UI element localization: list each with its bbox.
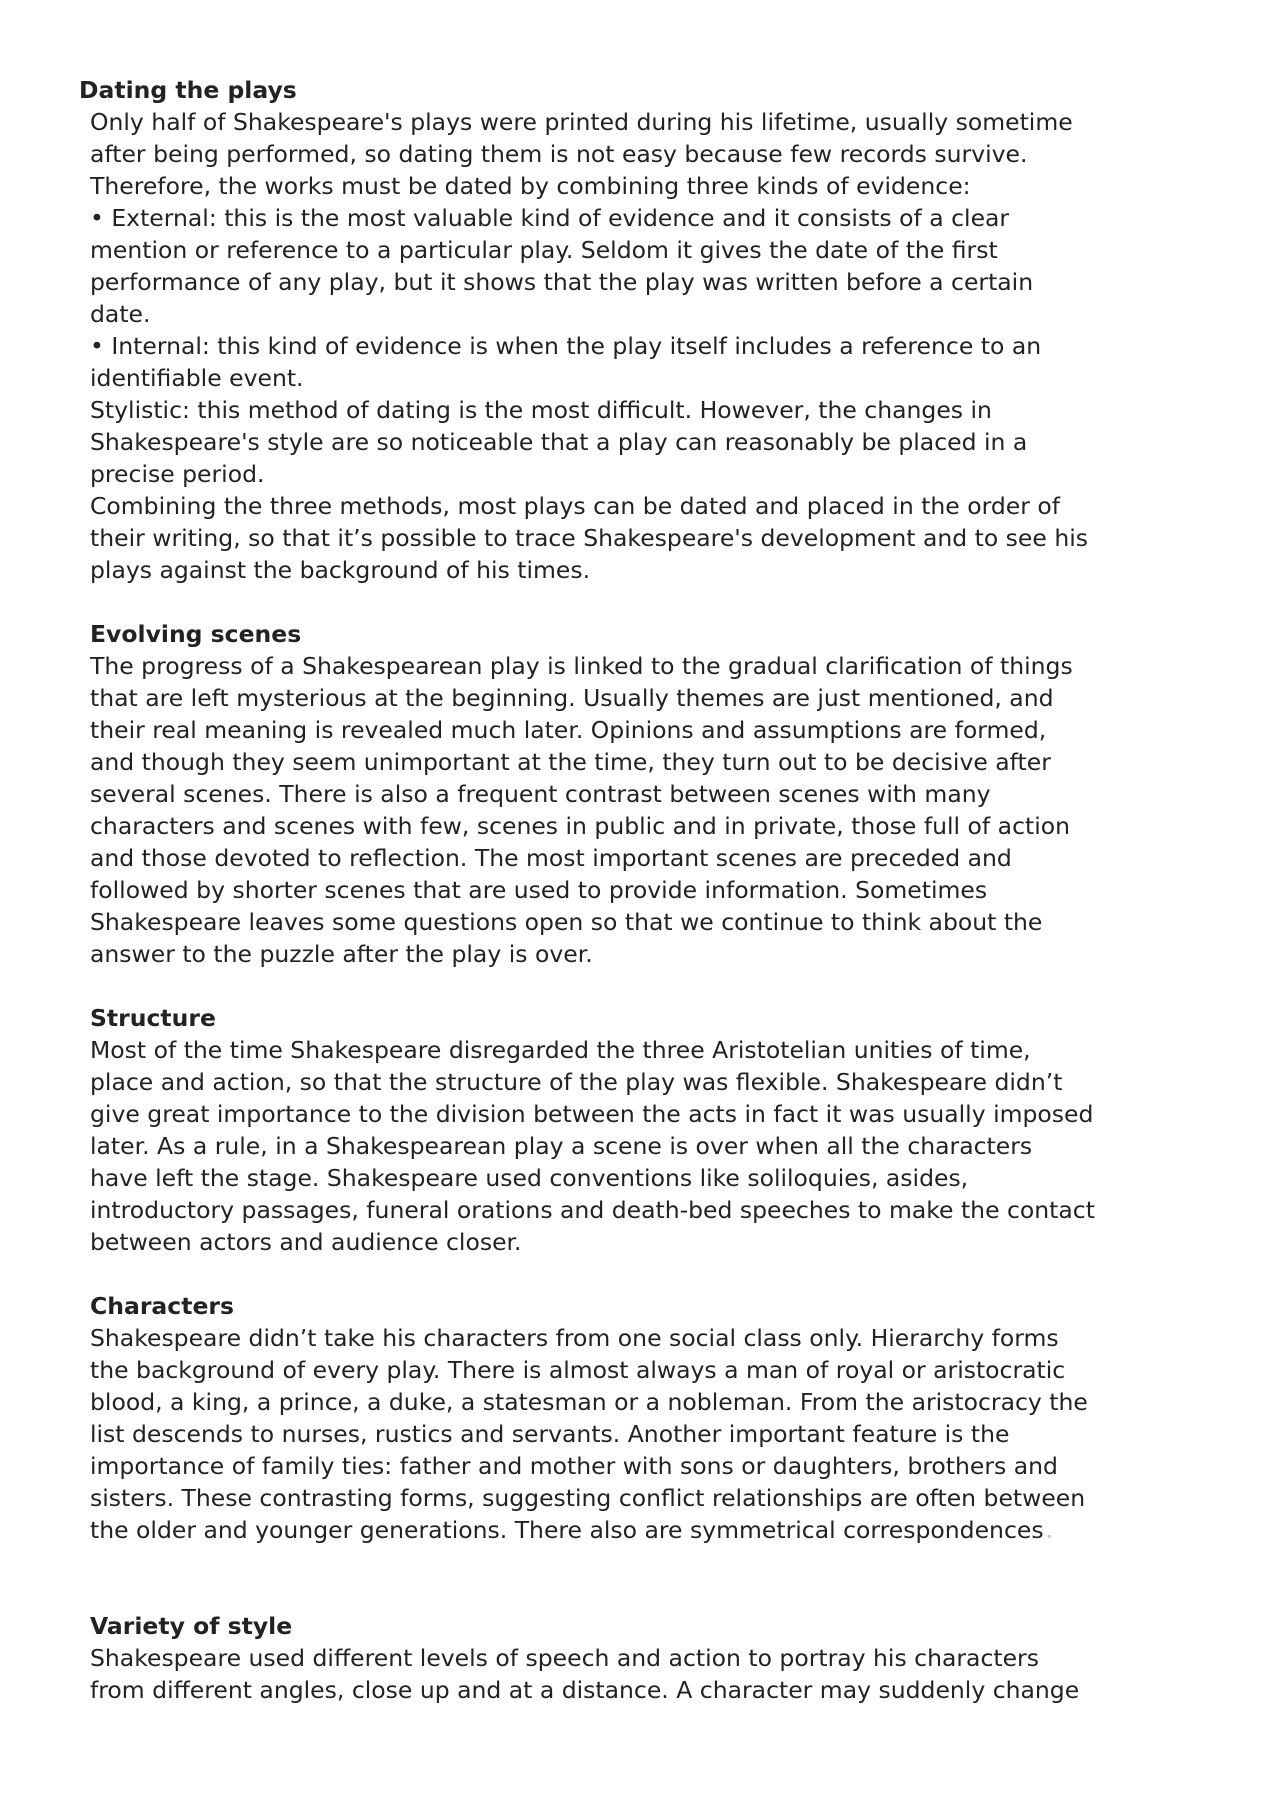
paragraph-line: Shakespeare leaves some questions open so that we continue to think about the <box>90 908 1043 936</box>
paragraph-line: precise period. <box>90 460 265 488</box>
paragraph-line: identifiable event. <box>90 364 304 392</box>
paragraph-line: have left the stage. Shakespeare used conventions like soliloquies, asides, <box>90 1164 969 1192</box>
paragraph-line: and those devoted to reflection. The most important scenes are preceded and <box>90 844 1012 872</box>
paragraph-line <box>90 1514 1051 1546</box>
paragraph-line: Stylistic: this method of dating is the most difficult. However, the changes in <box>90 396 992 424</box>
paragraph-line: blood, a king, a prince, a duke, a statesman or a nobleman. From the aristocracy the <box>90 1388 1088 1416</box>
paragraph-line: importance of family ties: father and mother with sons or daughters, brothers and <box>90 1452 1058 1480</box>
paragraph-line: their real meaning is revealed much later. Opinions and assumptions are formed, <box>90 716 1047 744</box>
section-heading-structure: Structure <box>90 1004 216 1032</box>
paragraph-line: The progress of a Shakespearean play is linked to the gradual clarification of things <box>90 652 1073 680</box>
paragraph-line: Most of the time Shakespeare disregarded the three Aristotelian unities of time, <box>90 1036 1031 1064</box>
paragraph-line: after being performed, so dating them is not easy because few records survive. <box>90 140 1028 168</box>
paragraph-line: Therefore, the works must be dated by combining three kinds of evidence: <box>90 172 971 200</box>
paragraph-line: plays against the background of his times. <box>90 556 591 584</box>
paragraph-line: that are left mysterious at the beginning. Usually themes are just mentioned, and <box>90 684 1054 712</box>
paragraph-line: place and action, so that the structure of the play was flexible. Shakespeare didn’t <box>90 1068 1063 1096</box>
section-heading-evolving-scenes: Evolving scenes <box>90 620 302 648</box>
paragraph-line: Shakespeare used different levels of speech and action to portray his characters <box>90 1644 1039 1672</box>
paragraph-line-text: the older and younger generations. There also are symmetrical correspondences <box>90 1516 1044 1544</box>
paragraph-line: the background of every play. There is almost always a man of royal or aristocratic <box>90 1356 1066 1384</box>
paragraph-line: answer to the puzzle after the play is over. <box>90 940 593 968</box>
paragraph-line: give great importance to the division between the acts in fact it was usually imposed <box>90 1100 1094 1128</box>
paragraph-line: several scenes. There is also a frequent contrast between scenes with many <box>90 780 991 808</box>
paragraph-line: and though they seem unimportant at the time, they turn out to be decisive after <box>90 748 1051 776</box>
paragraph-line: list descends to nurses, rustics and servants. Another important feature is the <box>90 1420 1010 1448</box>
paragraph-line: their writing, so that it’s possible to trace Shakespeare's development and to see his <box>90 524 1088 552</box>
paragraph-line: Shakespeare's style are so noticeable that a play can reasonably be placed in a <box>90 428 1028 456</box>
paragraph-line: mention or reference to a particular play. Seldom it gives the date of the first <box>90 236 998 264</box>
paragraph-line: date. <box>90 300 151 328</box>
section-heading-dating: Dating the plays <box>79 76 297 104</box>
stray-mark <box>1048 1535 1051 1538</box>
paragraph-line: Only half of Shakespeare's plays were printed during his lifetime, usually sometime <box>90 108 1073 136</box>
paragraph-line: later. As a rule, in a Shakespearean play a scene is over when all the characters <box>90 1132 1033 1160</box>
paragraph-line: sisters. These contrasting forms, suggesting conflict relationships are often between <box>90 1484 1086 1512</box>
paragraph-line: between actors and audience closer. <box>90 1228 522 1256</box>
section-heading-variety-of-style: Variety of style <box>90 1612 293 1640</box>
paragraph-line: characters and scenes with few, scenes in public and in private, those full of action <box>90 812 1071 840</box>
bullet-line: • External: this is the most valuable kind of evidence and it consists of a clear <box>90 204 1010 232</box>
paragraph-line: performance of any play, but it shows that the play was written before a certain <box>90 268 1034 296</box>
paragraph-line: Combining the three methods, most plays can be dated and placed in the order of <box>90 492 1061 520</box>
paragraph-line: from different angles, close up and at a distance. A character may suddenly change <box>90 1676 1080 1704</box>
bullet-line: • Internal: this kind of evidence is when the play itself includes a reference to an <box>90 332 1042 360</box>
paragraph-line: Shakespeare didn’t take his characters from one social class only. Hierarchy forms <box>90 1324 1059 1352</box>
section-heading-characters: Characters <box>90 1292 234 1320</box>
paragraph-line: followed by shorter scenes that are used to provide information. Sometimes <box>90 876 988 904</box>
paragraph-line: introductory passages, funeral orations and death-bed speeches to make the contact <box>90 1196 1095 1224</box>
